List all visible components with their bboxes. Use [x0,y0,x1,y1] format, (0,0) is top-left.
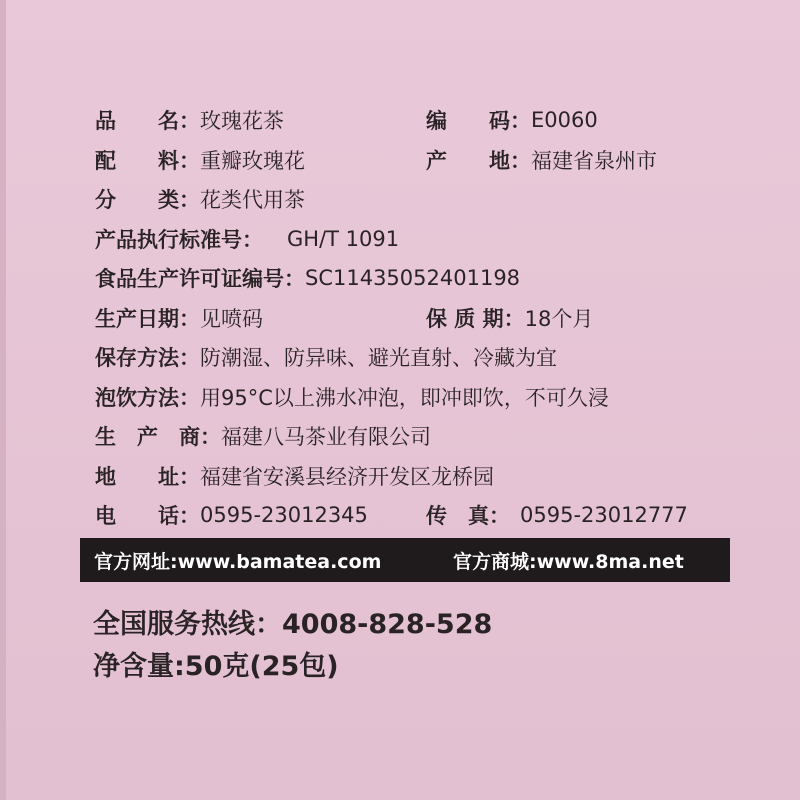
license-value: SC11435052401198 [305,266,521,290]
brew-row [95,381,609,413]
maker-label: 生 产 商： [95,425,221,449]
storage-label: 保存方法： [95,346,200,370]
date-row [95,302,263,334]
name-value: 玫瑰花茶 [200,109,284,133]
date-label: 生产日期： [95,307,200,331]
category-value: 花类代用茶 [200,188,305,212]
fax-label: 传 真： [426,504,510,528]
website-band [80,538,730,582]
code-label: 编 码： [426,109,531,133]
ingredients-row [95,144,305,176]
storage-row [95,341,557,373]
date-value: 见喷码 [200,307,263,331]
address-value: 福建省安溪县经济开发区龙桥园 [200,465,494,489]
fax-row [426,499,688,531]
fax-value: 0595-23012777 [520,503,688,527]
category-label: 分 类： [95,188,200,212]
license-label: 食品生产许可证编号： [95,267,305,291]
origin-label: 产 地： [426,149,531,173]
maker-value: 福建八马茶业有限公司 [221,425,431,449]
code-row [426,104,598,136]
phone-row [95,499,368,531]
code-value: E0060 [531,108,598,132]
brew-value: 用95°C以上沸水冲泡，即冲即饮，不可久浸 [200,386,609,410]
net-content: 净含量:50克(25包) [93,650,339,682]
service-hotline: 全国服务热线：4008-828-528 [93,608,493,640]
address-row [95,460,494,492]
standard-label: 产品执行标准号： [95,228,263,252]
name-row [95,104,284,136]
origin-row [426,144,657,176]
phone-value: 0595-23012345 [200,503,368,527]
origin-value: 福建省泉州市 [531,149,657,173]
official-website-link[interactable]: 官方网址:www.bamatea.com [94,550,382,573]
address-label: 地 址： [95,465,200,489]
shelf-label: 保 质 期： [426,307,525,331]
storage-value: 防潮湿、防异味、避光直射、冷藏为宜 [200,346,557,370]
shelf-value: 18个月 [524,307,594,331]
name-label: 品 名： [95,109,200,133]
category-row [95,183,305,215]
phone-label: 电 话： [95,504,200,528]
ingredients-value: 重瓣玫瑰花 [200,149,305,173]
maker-row [95,420,431,452]
shelf-row [426,302,593,334]
panel-edge [0,0,6,800]
license-row [95,262,520,294]
standard-row [95,223,399,255]
brew-label: 泡饮方法： [95,386,200,410]
standard-value: GH/T 1091 [287,227,400,251]
official-store-link[interactable]: 官方商城:www.8ma.net [453,550,684,573]
ingredients-label: 配 料： [95,149,200,173]
